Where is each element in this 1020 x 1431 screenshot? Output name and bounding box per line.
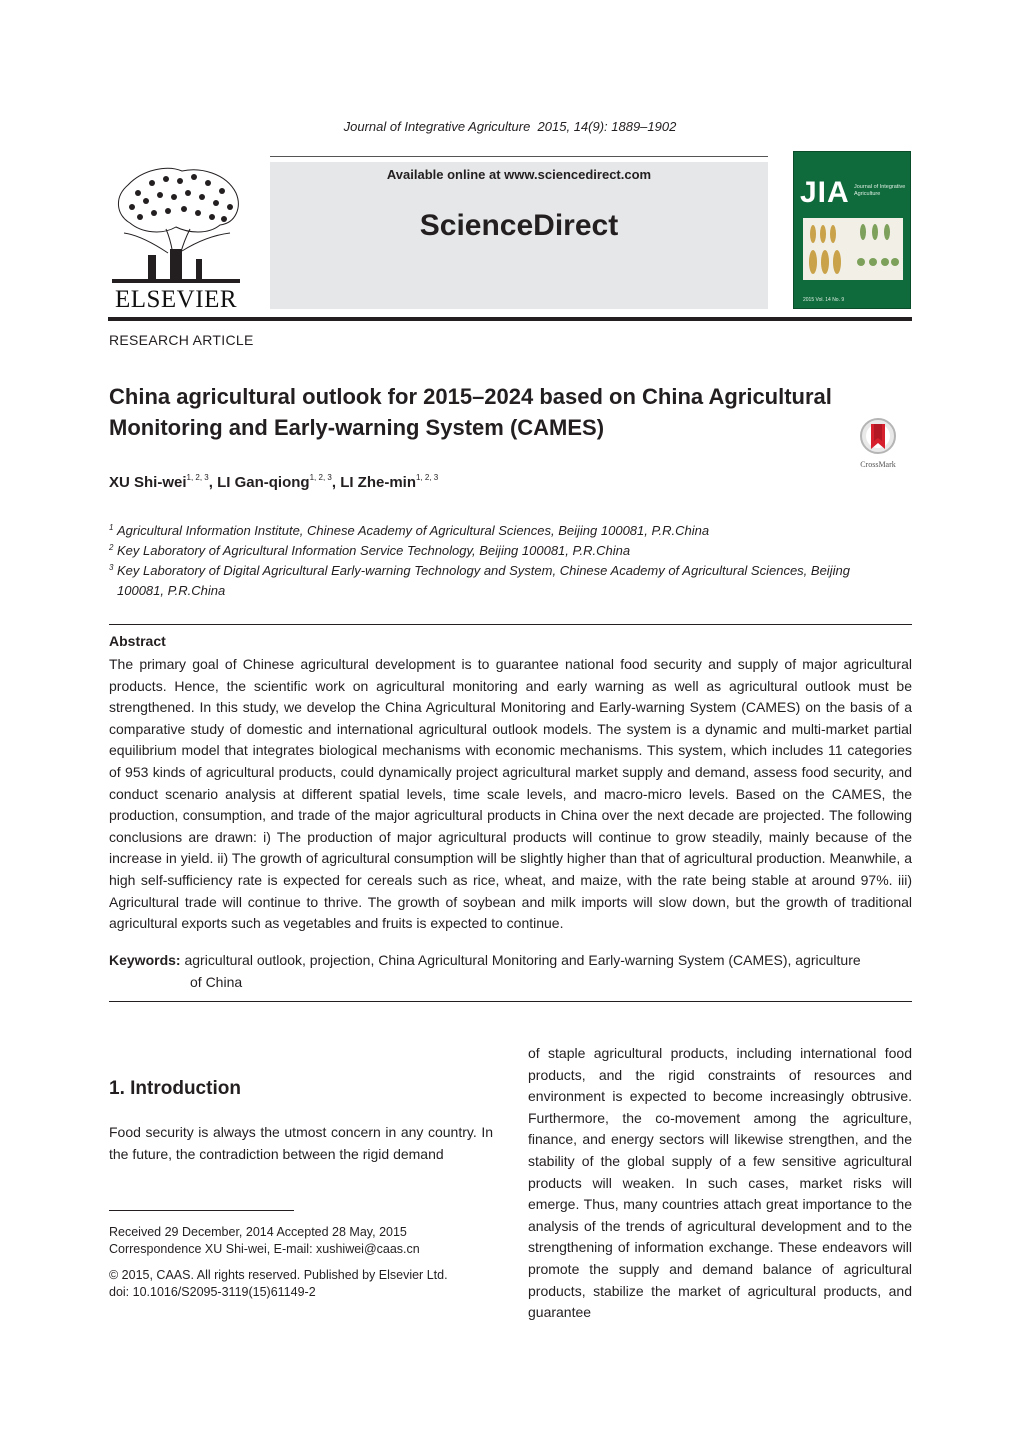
journal-cover-image xyxy=(793,151,911,309)
elsevier-wordmark: ELSEVIER xyxy=(114,286,238,313)
author-separator: , xyxy=(331,474,341,491)
sciencedirect-panel xyxy=(270,162,768,309)
copyright-notice: © 2015, CAAS. All rights reserved. Published by Elsevier Ltd. xyxy=(109,1268,448,1282)
affiliation-list xyxy=(109,521,913,601)
article-title: China agricultural outlook for 2015–2024 based on China Agricultural Monitoring and Early-warning System (CAMES) xyxy=(109,384,832,440)
elsevier-logo xyxy=(108,163,244,313)
affiliation-number: 1 xyxy=(109,523,114,532)
crossmark-button[interactable] xyxy=(855,417,901,469)
author-name[interactable]: LI Zhe-min xyxy=(340,474,417,491)
received-accepted-dates: Received 29 December, 2014 Accepted 28 May, 2015 xyxy=(109,1225,407,1239)
affiliation-text: Agricultural Information Institute, Chinese Academy of Agricultural Sciences, Beijing 100081, P.R.China xyxy=(117,523,710,538)
keywords-bottom-rule xyxy=(109,1001,912,1002)
section-heading-introduction: 1. Introduction xyxy=(109,1078,241,1099)
affiliation-item xyxy=(109,521,913,541)
crossmark-label: CrossMark xyxy=(860,460,896,469)
affiliation-text: Key Laboratory of Agricultural Information Service Technology, Beijing 100081, P.R.China xyxy=(117,543,631,558)
correspondence: Correspondence XU Shi-wei, E-mail: xushiwei@caas.cn xyxy=(109,1242,420,1256)
keywords-label: Keywords: xyxy=(109,952,181,968)
cover-acronym: JIA xyxy=(800,176,850,209)
cover-photo-grid xyxy=(803,218,903,280)
seed-photos-icon xyxy=(803,218,903,280)
keywords-block xyxy=(109,950,912,993)
cover-footer: 2015 Vol. 14 No. 9 xyxy=(803,297,845,303)
affiliation-number: 3 xyxy=(109,563,114,572)
author-affiliation-marker: 1, 2, 3 xyxy=(416,473,439,482)
author-name[interactable]: XU Shi-wei xyxy=(109,474,187,491)
elsevier-tree-icon xyxy=(108,163,244,285)
author-name[interactable]: LI Gan-qiong xyxy=(217,474,310,491)
footnote-spacer xyxy=(109,1258,493,1267)
author-list xyxy=(109,473,438,491)
affiliation-number: 2 xyxy=(109,543,114,552)
keywords-text: agricultural outlook, projection, China Agricultural Monitoring and Early-warning System (CAMES), agriculture xyxy=(184,952,861,968)
article-type: RESEARCH ARTICLE xyxy=(109,332,254,348)
affiliation-continuation: 100081, P.R.China xyxy=(117,583,226,598)
available-online-link[interactable]: Available online at www.sciencedirect.com xyxy=(386,167,652,182)
author-affiliation-marker: 1, 2, 3 xyxy=(309,473,332,482)
footnotes xyxy=(109,1224,493,1301)
intro-left-column: Food security is always the utmost concern in any country. In the future, the contradiction between the rigid demand xyxy=(109,1124,493,1162)
abstract-heading: Abstract xyxy=(109,633,166,649)
header-rule xyxy=(108,317,912,321)
abstract-top-rule xyxy=(109,624,912,625)
author-separator: , xyxy=(208,474,218,491)
intro-right-column: of staple agricultural products, including international food products, and the rigid constraints of resources and environment is expected to become increasingly obtrusive. Furthermore, the co-movement among the agriculture, finance, and energy sectors will likewise strengthen, and the stability of the global supply of a few sensitive agricultural products will weaken. In such cases, market risks will emerge. Thus, many countries attach great importance to the analysis of the trends of agricultural development and to the strengthening of information exchange. These endeavors will promote the supply and demand balance of agricultural products, stabilize the market of agricultural products, and guarantee xyxy=(528,1045,912,1321)
footnote-rule xyxy=(109,1210,294,1211)
doi[interactable]: doi: 10.1016/S2095-3119(15)61149-2 xyxy=(109,1285,316,1299)
keywords-continuation: of China xyxy=(190,973,243,990)
journal-citation xyxy=(0,119,1020,134)
header-top-rule xyxy=(270,156,768,157)
affiliation-item xyxy=(109,561,913,581)
journal-name: Journal of Integrative Agriculture xyxy=(343,119,531,134)
journal-volume: 2015, 14(9): 1889–1902 xyxy=(537,119,677,134)
affiliation-item xyxy=(109,541,913,561)
cover-title: Journal of Integrative Agriculture xyxy=(854,184,906,197)
sciencedirect-wordmark: ScienceDirect xyxy=(419,209,619,242)
abstract-text: The primary goal of Chinese agricultural development is to guarantee national food security and supply of major agricultural products. Hence, the scientific work on agricultural monitoring and early warning as well as agricultural outlook must be strengthened. In this study, we develop the China Agricultural Monitoring and Early-warning System (CAMES) on the basis of a comparative study of domestic and international agricultural outlook models. The system is a dynamic and multi-market partial equilibrium model that integrates biological mechanisms with economic mechanisms. This system, which includes 11 categories of 953 kinds of agricultural products, could dynamically project agricultural market supply and demand, assess food security, and conduct scenario analysis at different spatial levels, time scale levels, and macro-micro levels. Based on the CAMES, the production, consumption, and trade of the major agricultural products in China over the next decade are projected. The following conclusions are drawn: i) The production of major agricultural products will continue to grow steadily, mainly because of the increase in yield. ii) The growth of agricultural consumption will be slightly higher than that of agricultural production. Meanwhile, a high self-sufficiency rate is expected for cereals such as rice, wheat, and maize, with the rate being stable at around 97%. iii) Agricultural trade will continue to thrive. The growth of soybean and milk imports will slow down, but the growth of traditional agricultural exports such as vegetables and fruits is expected to continue. xyxy=(109,656,912,932)
affiliation-text: Key Laboratory of Digital Agricultural Early-warning Technology and System, Chinese Academy of Agricultural Sciences, Beijing xyxy=(117,563,850,578)
author-affiliation-marker: 1, 2, 3 xyxy=(186,473,209,482)
crossmark-icon xyxy=(859,417,897,455)
